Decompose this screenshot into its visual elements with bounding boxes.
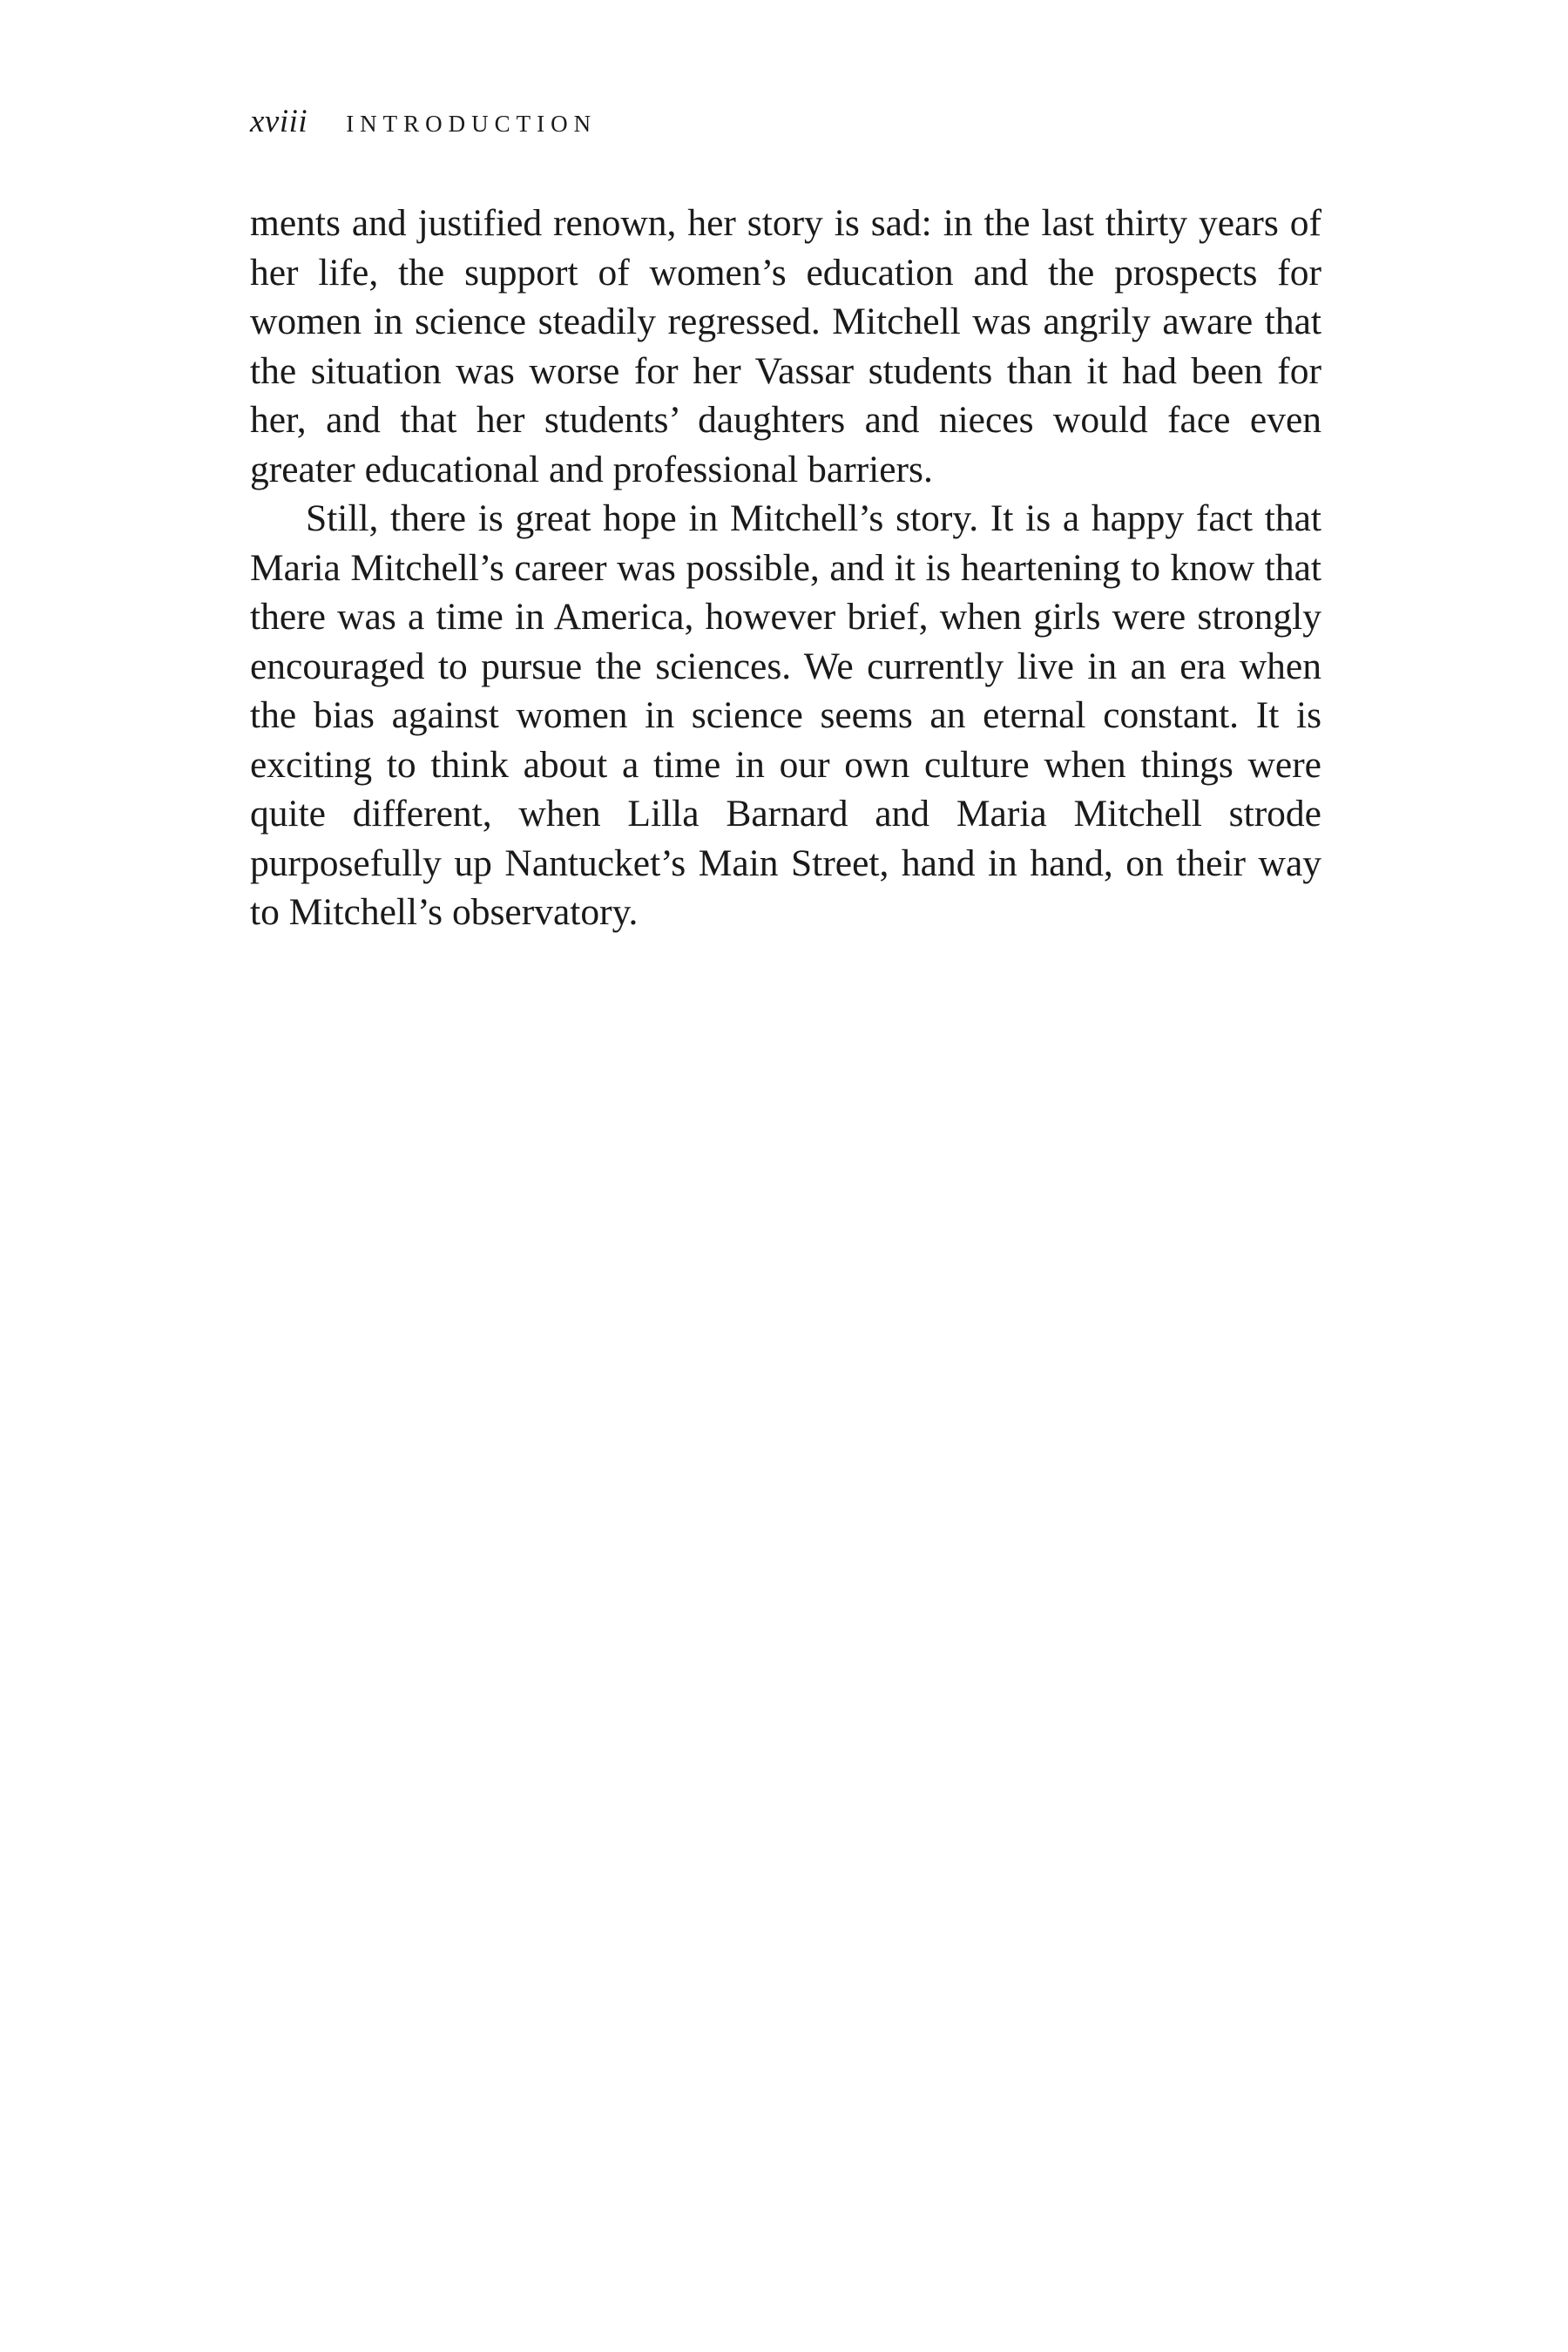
paragraph-continued: ments and justified renown, her story is sad: in the last thirty years of her life, the support of women’s education and the prospects for women in science steadily regressed. Mitchell was angrily aware that the situation was worse for her Vassar students than it had been for her, and that her students’ daughters and nieces would face even greater educational and professional barriers.	[250, 202, 1321, 490]
page-number: xviii	[250, 104, 308, 139]
running-head-title: INTRODUCTION	[346, 111, 598, 137]
paragraph: Still, there is great hope in Mitchell’s story. It is a happy fact that Maria Mitchell’s career was possible, and it is heartening to know that there was a time in America, however brief, when girls were strongly encouraged to pursue the sciences. We currently live in an era when the bias against women in science seems an eternal constant. It is exciting to think about a time in our own culture when things were quite different, when Lilla Barnard and Maria Mitchell strode purposefully up Nantucket’s Main Street, hand in hand, on their way to Mitchell’s observatory.	[250, 497, 1321, 933]
running-head	[250, 103, 597, 155]
body-text	[250, 199, 1321, 937]
